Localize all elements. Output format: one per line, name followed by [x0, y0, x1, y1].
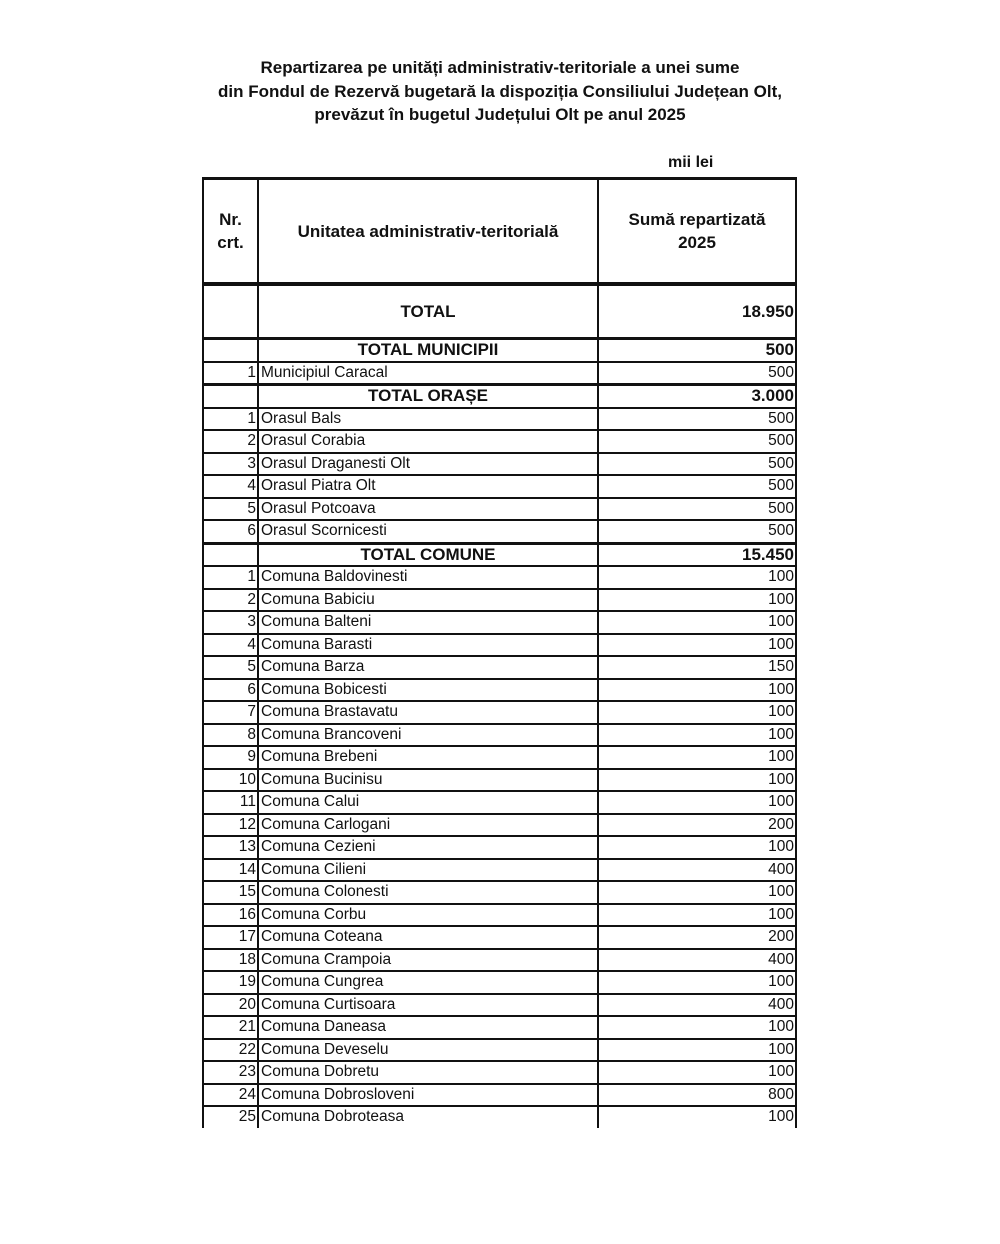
- section-total-value: 15.450: [598, 543, 796, 566]
- section-label: TOTAL MUNICIPII: [258, 339, 598, 362]
- table-row: [203, 904, 796, 927]
- row-name: Comuna Curtisoara: [258, 994, 598, 1017]
- row-number: 4: [203, 475, 258, 498]
- table-row: [203, 679, 796, 702]
- table-row: [203, 430, 796, 453]
- row-name: Comuna Bucinisu: [258, 769, 598, 792]
- table-row: [203, 408, 796, 431]
- section-municipii-total-row: [203, 339, 796, 362]
- row-value: 400: [598, 949, 796, 972]
- row-name: Municipiul Caracal: [258, 362, 598, 385]
- section-nr: [203, 339, 258, 362]
- grand-total-row: [203, 284, 796, 339]
- row-name: Comuna Dobretu: [258, 1061, 598, 1084]
- table-row: [203, 746, 796, 769]
- row-value: 400: [598, 994, 796, 1017]
- row-name: Comuna Barza: [258, 656, 598, 679]
- header-row: [203, 179, 796, 285]
- row-number: 8: [203, 724, 258, 747]
- row-name: Comuna Dobroteasa: [258, 1106, 598, 1128]
- title-line: Repartizarea pe unități administrativ-teritoriale a unei sume: [260, 58, 740, 77]
- title-line: prevăzut în bugetul Județului Olt pe anul 2025: [314, 105, 686, 124]
- row-name: Orasul Scornicesti: [258, 520, 598, 543]
- row-number: 10: [203, 769, 258, 792]
- row-value: 500: [598, 408, 796, 431]
- row-value: 100: [598, 611, 796, 634]
- table-row: [203, 926, 796, 949]
- table-row: [203, 994, 796, 1017]
- row-name: Orasul Draganesti Olt: [258, 453, 598, 476]
- section-label: TOTAL ORAȘE: [258, 385, 598, 408]
- grand-total-value: 18.950: [598, 284, 796, 339]
- row-name: Comuna Dobrosloveni: [258, 1084, 598, 1107]
- table-row: [203, 656, 796, 679]
- row-number: 18: [203, 949, 258, 972]
- table-row: [203, 971, 796, 994]
- row-number: 3: [203, 453, 258, 476]
- row-value: 100: [598, 904, 796, 927]
- title-line: din Fondul de Rezervă bugetară la dispoziția Consiliului Județean Olt,: [218, 81, 782, 101]
- row-value: 100: [598, 701, 796, 724]
- header-nr-line2: crt.: [217, 233, 244, 252]
- row-number: 1: [203, 362, 258, 385]
- document-title: [0, 56, 1000, 127]
- row-number: 15: [203, 881, 258, 904]
- table-row: [203, 1061, 796, 1084]
- row-value: 100: [598, 881, 796, 904]
- table-row: [203, 475, 796, 498]
- header-nr-line1: Nr.: [219, 210, 242, 229]
- row-value: 100: [598, 836, 796, 859]
- row-name: Comuna Brebeni: [258, 746, 598, 769]
- row-value: 100: [598, 1016, 796, 1039]
- row-number: 23: [203, 1061, 258, 1084]
- row-value: 200: [598, 814, 796, 837]
- row-value: 100: [598, 1061, 796, 1084]
- row-value: 100: [598, 791, 796, 814]
- row-name: Comuna Deveselu: [258, 1039, 598, 1062]
- row-name: Orasul Corabia: [258, 430, 598, 453]
- row-name: Comuna Baldovinesti: [258, 566, 598, 589]
- table-row: [203, 881, 796, 904]
- table-row: [203, 1106, 796, 1128]
- table-row: [203, 634, 796, 657]
- table-row: [203, 814, 796, 837]
- table-row: [203, 498, 796, 521]
- row-name: Comuna Corbu: [258, 904, 598, 927]
- row-value: 500: [598, 430, 796, 453]
- row-number: 2: [203, 589, 258, 612]
- table-row: [203, 362, 796, 385]
- row-number: 9: [203, 746, 258, 769]
- row-value: 100: [598, 1039, 796, 1062]
- row-value: 100: [598, 724, 796, 747]
- header-suma-line2: 2025: [678, 233, 716, 252]
- row-name: Comuna Colonesti: [258, 881, 598, 904]
- row-value: 100: [598, 589, 796, 612]
- row-name: Comuna Brancoveni: [258, 724, 598, 747]
- table-row: [203, 769, 796, 792]
- section-label: TOTAL COMUNE: [258, 543, 598, 566]
- row-number: 19: [203, 971, 258, 994]
- table-row: [203, 1084, 796, 1107]
- row-number: 4: [203, 634, 258, 657]
- row-value: 100: [598, 679, 796, 702]
- row-name: Comuna Barasti: [258, 634, 598, 657]
- row-value: 100: [598, 566, 796, 589]
- row-name: Comuna Crampoia: [258, 949, 598, 972]
- row-number: 5: [203, 498, 258, 521]
- table-row: [203, 724, 796, 747]
- row-name: Comuna Carlogani: [258, 814, 598, 837]
- row-value: 100: [598, 769, 796, 792]
- row-number: 22: [203, 1039, 258, 1062]
- row-name: Comuna Coteana: [258, 926, 598, 949]
- row-value: 150: [598, 656, 796, 679]
- row-name: Comuna Babiciu: [258, 589, 598, 612]
- grand-total-label: TOTAL: [258, 284, 598, 339]
- row-number: 13: [203, 836, 258, 859]
- table-row: [203, 949, 796, 972]
- row-number: 11: [203, 791, 258, 814]
- row-value: 500: [598, 498, 796, 521]
- row-number: 21: [203, 1016, 258, 1039]
- table-row: [203, 836, 796, 859]
- row-number: 3: [203, 611, 258, 634]
- row-number: 24: [203, 1084, 258, 1107]
- row-number: 6: [203, 520, 258, 543]
- table-row: [203, 520, 796, 543]
- row-value: 500: [598, 362, 796, 385]
- row-number: 6: [203, 679, 258, 702]
- row-name: Comuna Bobicesti: [258, 679, 598, 702]
- section-total-value: 3.000: [598, 385, 796, 408]
- row-value: 200: [598, 926, 796, 949]
- row-number: 12: [203, 814, 258, 837]
- table-row: [203, 1016, 796, 1039]
- row-name: Comuna Calui: [258, 791, 598, 814]
- table-row: [203, 859, 796, 882]
- row-number: 7: [203, 701, 258, 724]
- table-row: [203, 701, 796, 724]
- table-row: [203, 589, 796, 612]
- header-nr: [203, 179, 258, 285]
- row-name: Orasul Potcoava: [258, 498, 598, 521]
- row-number: 1: [203, 408, 258, 431]
- row-number: 16: [203, 904, 258, 927]
- allocation-table: [202, 177, 797, 1128]
- row-value: 800: [598, 1084, 796, 1107]
- row-value: 100: [598, 746, 796, 769]
- section-comune-total-row: [203, 543, 796, 566]
- row-number: 5: [203, 656, 258, 679]
- row-name: Comuna Cilieni: [258, 859, 598, 882]
- section-orase-total-row: [203, 385, 796, 408]
- header-uat: Unitatea administrativ-teritorială: [258, 179, 598, 285]
- row-number: 17: [203, 926, 258, 949]
- row-value: 500: [598, 475, 796, 498]
- row-number: 20: [203, 994, 258, 1017]
- row-number: 25: [203, 1106, 258, 1128]
- row-name: Orasul Piatra Olt: [258, 475, 598, 498]
- row-name: Comuna Brastavatu: [258, 701, 598, 724]
- row-value: 100: [598, 634, 796, 657]
- row-name: Comuna Daneasa: [258, 1016, 598, 1039]
- table-row: [203, 611, 796, 634]
- grand-total-nr: [203, 284, 258, 339]
- unit-label: mii lei: [668, 154, 714, 171]
- row-value: 400: [598, 859, 796, 882]
- row-name: Orasul Bals: [258, 408, 598, 431]
- table-row: [203, 453, 796, 476]
- section-total-value: 500: [598, 339, 796, 362]
- row-value: 100: [598, 971, 796, 994]
- row-value: 100: [598, 1106, 796, 1128]
- header-suma: [598, 179, 796, 285]
- row-number: 1: [203, 566, 258, 589]
- row-value: 500: [598, 520, 796, 543]
- row-number: 14: [203, 859, 258, 882]
- row-value: 500: [598, 453, 796, 476]
- table-row: [203, 791, 796, 814]
- header-suma-line1: Sumă repartizată: [628, 210, 766, 229]
- table-row: [203, 566, 796, 589]
- row-name: Comuna Balteni: [258, 611, 598, 634]
- row-number: 2: [203, 430, 258, 453]
- row-name: Comuna Cezieni: [258, 836, 598, 859]
- row-name: Comuna Cungrea: [258, 971, 598, 994]
- table-row: [203, 1039, 796, 1062]
- section-nr: [203, 543, 258, 566]
- section-nr: [203, 385, 258, 408]
